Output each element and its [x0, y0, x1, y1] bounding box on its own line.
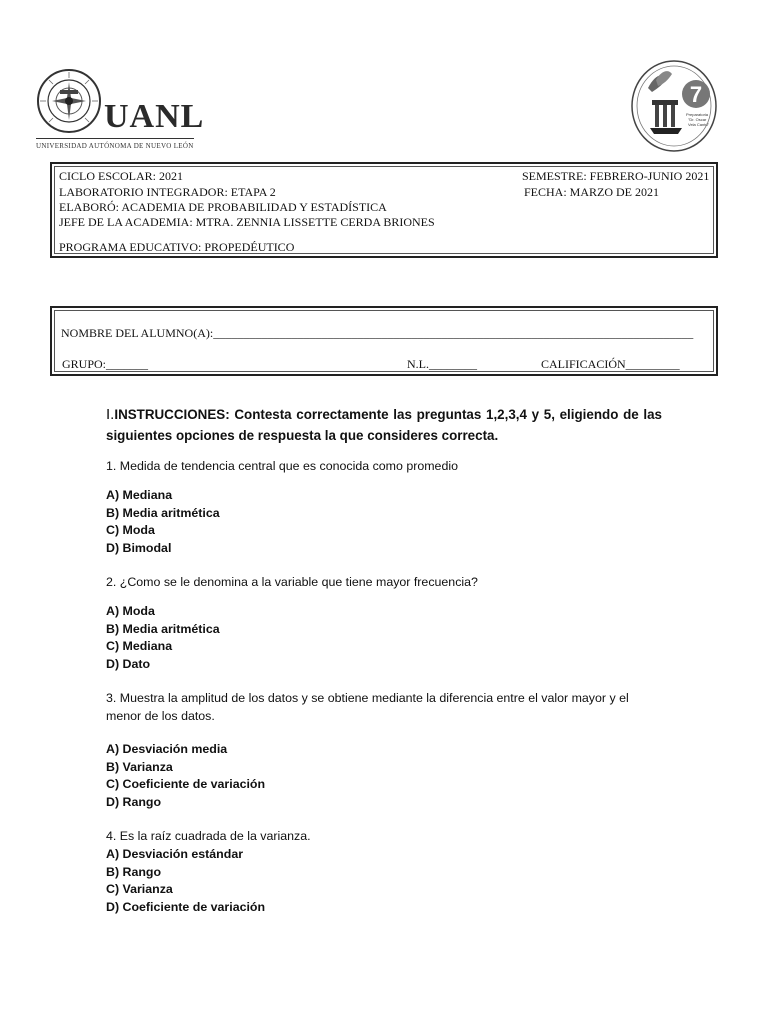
option-b[interactable]: B) Rango	[106, 864, 162, 879]
question-4: 4. Es la raíz cuadrada de la varianza.	[106, 829, 311, 843]
uanl-wordmark: UANL	[104, 98, 205, 135]
student-info-box	[50, 306, 718, 376]
svg-text:Vela Cantú": Vela Cantú"	[688, 122, 709, 127]
option-c[interactable]: C) Varianza	[106, 882, 173, 896]
nl-field[interactable]: N.L.________	[407, 357, 477, 371]
uanl-seal-icon	[36, 68, 102, 134]
option-b[interactable]: B) Media aritmética	[106, 621, 220, 636]
uanl-logo	[36, 64, 206, 154]
question-3: 3. Muestra la amplitud de los datos y se obtiene mediante la diferencia entre el valor mayor y el menor de los datos.	[106, 691, 629, 723]
laboratorio: LABORATORIO INTEGRADOR: ETAPA 2	[59, 185, 276, 199]
question-3-options	[106, 741, 265, 811]
uanl-subtitle: UNIVERSIDAD AUTÓNOMA DE NUEVO LEÓN	[36, 142, 194, 150]
jefe-academia: JEFE DE LA ACADEMIA: MTRA. ZENNIA LISSETTE CERDA BRIONES	[59, 215, 435, 229]
grupo-field[interactable]: GRUPO:_______	[62, 357, 149, 371]
question-1-options	[106, 487, 220, 557]
option-a[interactable]: A) Moda	[106, 604, 155, 618]
svg-text:Preparatoria: Preparatoria	[686, 112, 709, 117]
ciclo-escolar: CICLO ESCOLAR: 2021	[59, 169, 184, 183]
option-a[interactable]: A) Mediana	[106, 488, 173, 502]
option-c[interactable]: C) Mediana	[106, 639, 173, 653]
instructions-prefix: I.	[106, 406, 115, 423]
option-a[interactable]: A) Desviación estándar	[106, 847, 244, 861]
uanl-rule	[36, 138, 194, 139]
header-info-box	[50, 162, 718, 258]
option-b[interactable]: B) Media aritmética	[106, 505, 220, 520]
question-2: 2. ¿Como se le denomina a la variable que tiene mayor frecuencia?	[106, 575, 478, 589]
semestre: SEMESTRE: FEBRERO-JUNIO 2021	[522, 169, 710, 183]
option-d[interactable]: D) Bimodal	[106, 540, 172, 555]
fecha: FECHA: MARZO DE 2021	[524, 185, 660, 199]
option-d[interactable]: D) Rango	[106, 794, 162, 809]
option-b[interactable]: B) Varianza	[106, 759, 173, 774]
prepa7-seal-icon	[628, 58, 720, 154]
question-2-options	[106, 603, 220, 673]
programa-educativo: PROGRAMA EDUCATIVO: PROPEDÉUTICO	[59, 240, 295, 254]
option-d[interactable]: D) Coeficiente de variación	[106, 899, 266, 914]
prepa-number: 7	[689, 82, 703, 107]
option-a[interactable]: A) Desviación media	[106, 742, 228, 756]
svg-text:"Dr. Oscar: "Dr. Oscar	[688, 117, 707, 122]
instructions-text: INSTRUCCIONES: Contesta correctamente las preguntas 1,2,3,4 y 5, eligiendo de las siguientes opciones de respuesta la que consideres correcta.	[106, 407, 662, 443]
question-4-options	[106, 846, 265, 916]
calificacion-field[interactable]: CALIFICACIÓN_________	[541, 357, 680, 371]
question-1: 1. Medida de tendencia central que es conocida como promedio	[106, 459, 458, 473]
nombre-alumno-field[interactable]: NOMBRE DEL ALUMNO(A):________________________________________________________________________________	[61, 326, 694, 340]
option-c[interactable]: C) Coeficiente de variación	[106, 777, 266, 791]
elaboro: ELABORÓ: ACADEMIA DE PROBABILIDAD Y ESTADÍSTICA	[59, 200, 387, 214]
option-c[interactable]: C) Moda	[106, 523, 155, 537]
option-d[interactable]: D) Dato	[106, 656, 151, 671]
instructions	[106, 404, 662, 446]
